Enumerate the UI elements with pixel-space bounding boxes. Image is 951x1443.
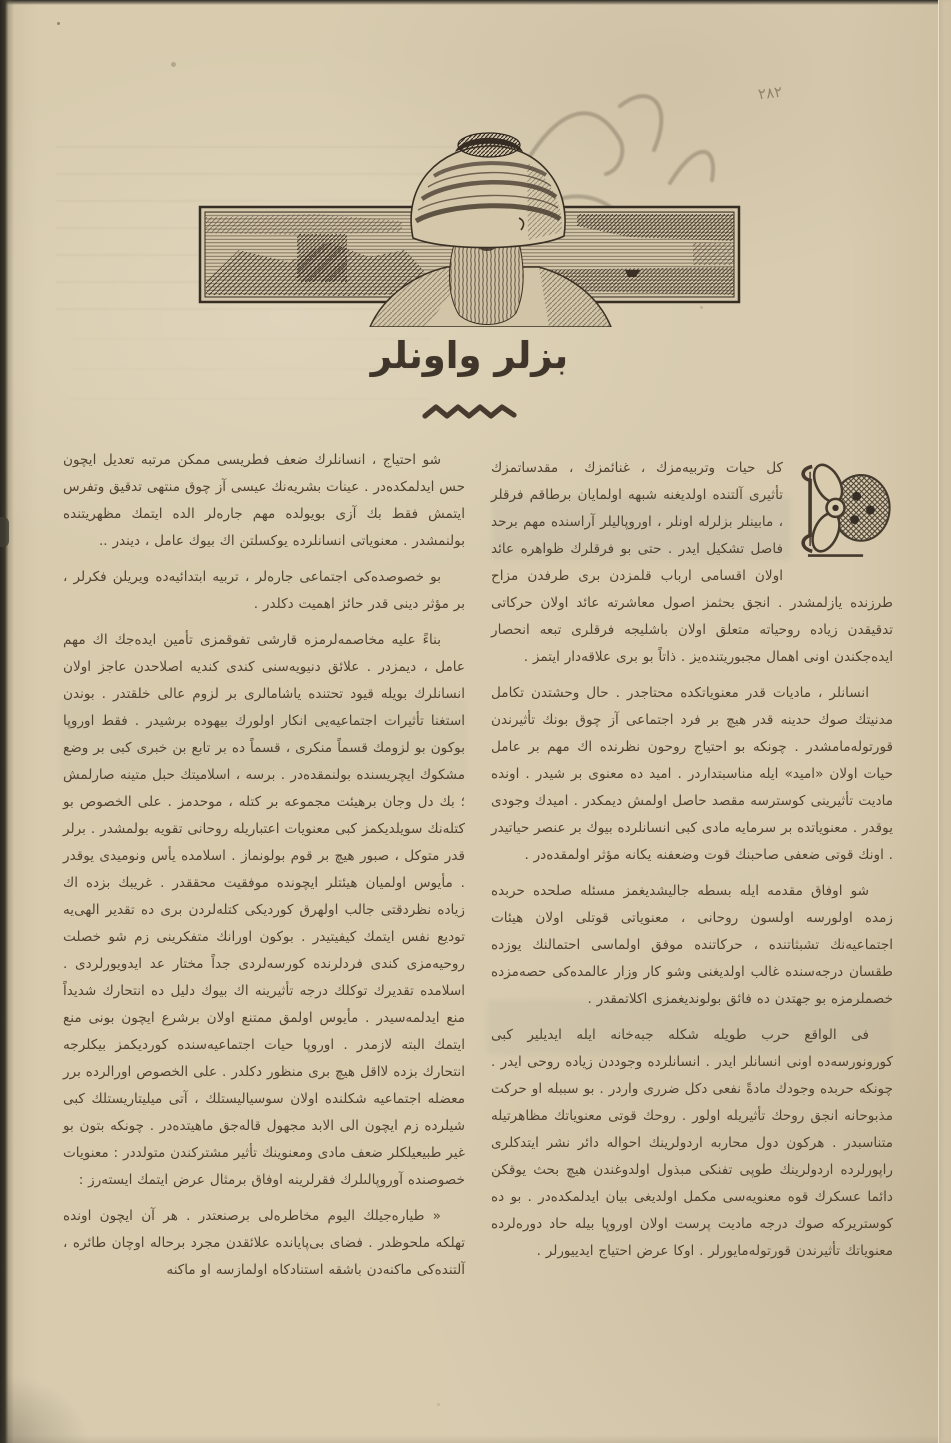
column-right	[491, 455, 893, 1293]
book-binding-edge	[0, 0, 14, 1443]
paragraph: « طياره‌جيلك اليوم مخاطره‌لى برصنعتدر . هر آن ايچون اونده تهلكه ملحوظدر . فضاى بى‌پايانده علائقدن مجرد برحاله اوچان طائره ، آلتنده‌كى ماكنه‌دن باشقه استنادكاه اولمازسه او ماكنه	[63, 1208, 465, 1278]
propeller-basket-vignette-icon	[795, 457, 893, 563]
zigzag-rule-icon	[422, 403, 518, 421]
paragraph: فى الواقع حرب طويله شكله جبه‌خانه ايله ايديلير كبى كورونورسه‌ده اونى انسانلر ايدر . انسانلرده وجوددن زياده روحى ايدر . چونكه حربده وجودك مادةً نفعى دكل ضررى واردر . بو سببله او حركت مذبوحانه انجق روحك تأثيريله اولور . روحك قوتى معنوياتك مظاهرتيله متناسبدر . هركون دول محاربه اردولرينك احواله دائر نشر ايتدكلرى راپورلرده اردولرينك طوپى تفنكى مبذول اولدوغندن هيچ بحث يوقكن دائما عسكرك قوه معنويه‌سى مكمل اولديغى بيان ايدلمكده‌در . بو ده كوستريركه صوك درجه ماديت پرست اولان اوروپا بيله حاد دوره‌لرده معنوياتك تأثيرندن قورتوله‌مايورلر . اوكا عرض احتياج ايدييورلر .	[491, 1027, 893, 1259]
bearded-man-turban-seascape-icon	[197, 122, 742, 327]
paragraph: بناءً عليه مخاصمه‌لرمزه قارشى تفوقمزى تأمين ايده‌جك اك مهم عامل ، ديمزدر . علائق دنيويه‌سنى كندى كنديه اصلاحدن عاجز اولان انسانلرك بويله قيود تحتنده ياشامالرى بر لزوم عالى خلقتدر . بوندن استغنا تأثيرات اجتماعيه‌يى انكار اولورك بيهوده برشيدر . فقط اوروپا بوكون بو لزومك قسماً منكرى ، قسماً ده بر تابع بن خبرى كبى بر وضع مشكوك ايچريسنده بولنمقده‌در . برسه ، اسلاميتك حبل متينه صارلمش ؛ بك دل وجان برهيئت مجموعه بر كتله ، موحدمز . على الخصوص بو كتله‌نك سويلديكمز كبى معنويات اعتباريله روحانى تقويه بولمشدر . برلر قدر متوكل ، صبور هيچ بر قوم بولونماز . اسلامده يأس ونوميدى يوقدر . مأيوس اولميان هيئتلر ايچونده موفقيت محققدر . غريبك بزده اك زياده نظردقتى جالب اولهرق كورديكى كتله‌لردن برى ده تقدير الهى‌يه توديع نفس ايتمك كيفيتيدر . بوكون اورانك متفكرينى زم شو خصلت روحيه‌مزى كندى فردلرنده كورسه‌لردى جداً مختار عد ايدويورلردى . اسلامده تقديرك توكلك درجه تأثيرينه اك بيوك دليل ده انتحارك شديداً منع ايدلمه‌سيدر . مأيوس اولمق ممتنع اولان برشرع ايچون بونى منع ايتمك البته لازمدر . اوروپا حيات اجتماعيه‌سنده كورديكمز بيكلرجه انتحارك بزده لااقل هيچ برى منظور دكلدر . على الخصوص اورالرده برر معضله اجتماعيه شكلنده اولان سوسياليستلك ، آتى ميليتاريستلك كبى شيلرده زم ايچون الى الابد مجهول قاله‌جق ماهيتده‌در . چونكه بتون بو غير طبيعيلكلر ضعف مادى ومعنوينك تأثير مشتركندن متولددر : معنويات خصوصنده آوروپالىلرك فقرلرينه اوفاق برمثال عرض ايتمك ايسته‌رز :	[63, 632, 465, 1188]
corner-shadow	[0, 1373, 90, 1443]
ink-blot	[0, 517, 9, 547]
column-left	[63, 447, 465, 1293]
headpiece-illustration	[197, 122, 742, 327]
article-body	[62, 447, 893, 1293]
paragraph-text: كل حيات وتربيه‌مزك ، غنائمزك ، مقدساتمزك تأثيرى آلتنده اولديغنه شبهه اولمايان برطاقم فرقلر ، مابينلر بزلرله اونلر ، اوروپاليلر آراسنده مهم برحد فاصل تشكيل ايدر . حتى بو فرقلرك ظواهره عائد اولان اقسامى ارباب قلمزدن برى طرفدن مزاح طرزنده يازلمشدر . انجق بحثمز اصول معاشرته عائد اولان حركاتى تدقيقدن زياده روحياته متعلق اولان باشليجه فرقلرى تبعه انحصار ايده‌جكندن اونى اهمال مجبوريتنده‌يز . ذاتاً بو برى علاقه‌دار ايتمز .	[491, 460, 893, 665]
zigzag-divider	[0, 403, 939, 425]
paragraph	[491, 455, 893, 671]
article-title: بزلر واونلر	[370, 334, 569, 377]
paragraph: شو اوفاق مقدمه ايله بسطه جاليشديغمز مسئله صلحده حربده زمده اولورسه اولسون روحانى ، معنوياتى قوتلى اولان هيئات اجتماعيه‌نك تشبثاتنده ، حركاتنده موفق اولماسى احتمالنك يوزده طقسان درجه‌سنده غالب اولديغنى وشو كار وزار عالمده‌كى حصه‌مزده خصملرمزه بو جهتدن ده فائق بولونديغمزى اكلاتمقدر .	[491, 883, 893, 1007]
scan-top-edge	[0, 0, 951, 5]
adjacent-page-edge	[938, 0, 951, 1443]
page-number: ٢٨٢	[756, 82, 784, 104]
paragraph: بو خصوصده‌كى اجتماعى جاره‌لر ، تربيه ابتدائيه‌ده ويريلن فكرلر ، بر مؤثر دينى قدر حائز اهميت دكلدر .	[63, 569, 465, 612]
paragraph: انسانلر ، ماديات قدر معنوياتكده محتاجدر . حال وحشتدن تكامل مدنيتك صوك حدينه قدر هيچ بر فرد اجتماعى آز چوق بونك تأثيرندن قورتوله‌مامشدر . چونكه بو احتياج روحون نظرنده اك مهم بر عامل حيات اولان «اميد» ايله مناسبتداردر . اميد ده معنوى بر شيدر . اونده ماديت تأثيرينى كوسترسه مقصد حاصل اولمش ديمكدر . اميدك وجودى يوقدر . معنوياتده بر سرمايه مادى كبى انسانلرده بيوك بر عنصر حياتيدر . اونك قوتى ضعفى صاحبنك قوت وضعفنه يكانه مؤثر اولمقده‌در .	[491, 685, 893, 863]
scan-bottom-edge	[0, 1435, 951, 1443]
paper-specks	[57, 22, 60, 25]
paragraph: شو احتياج ، انسانلرك ضعف فطريسى ممكن مرتبه تعديل ايچون حس ايدلمكده‌در . عينات بشريه‌نك عيسى آز چوق منتهى تدقيق وتفرس ايتمش فقط بك آزى بويولده مهم جاره‌لر الده ايتمك مظهريتنده بولنمشدر . معنوياتى انسانلرده يوكسلتن اك بيوك عامل ، ديندر ..	[63, 452, 465, 549]
